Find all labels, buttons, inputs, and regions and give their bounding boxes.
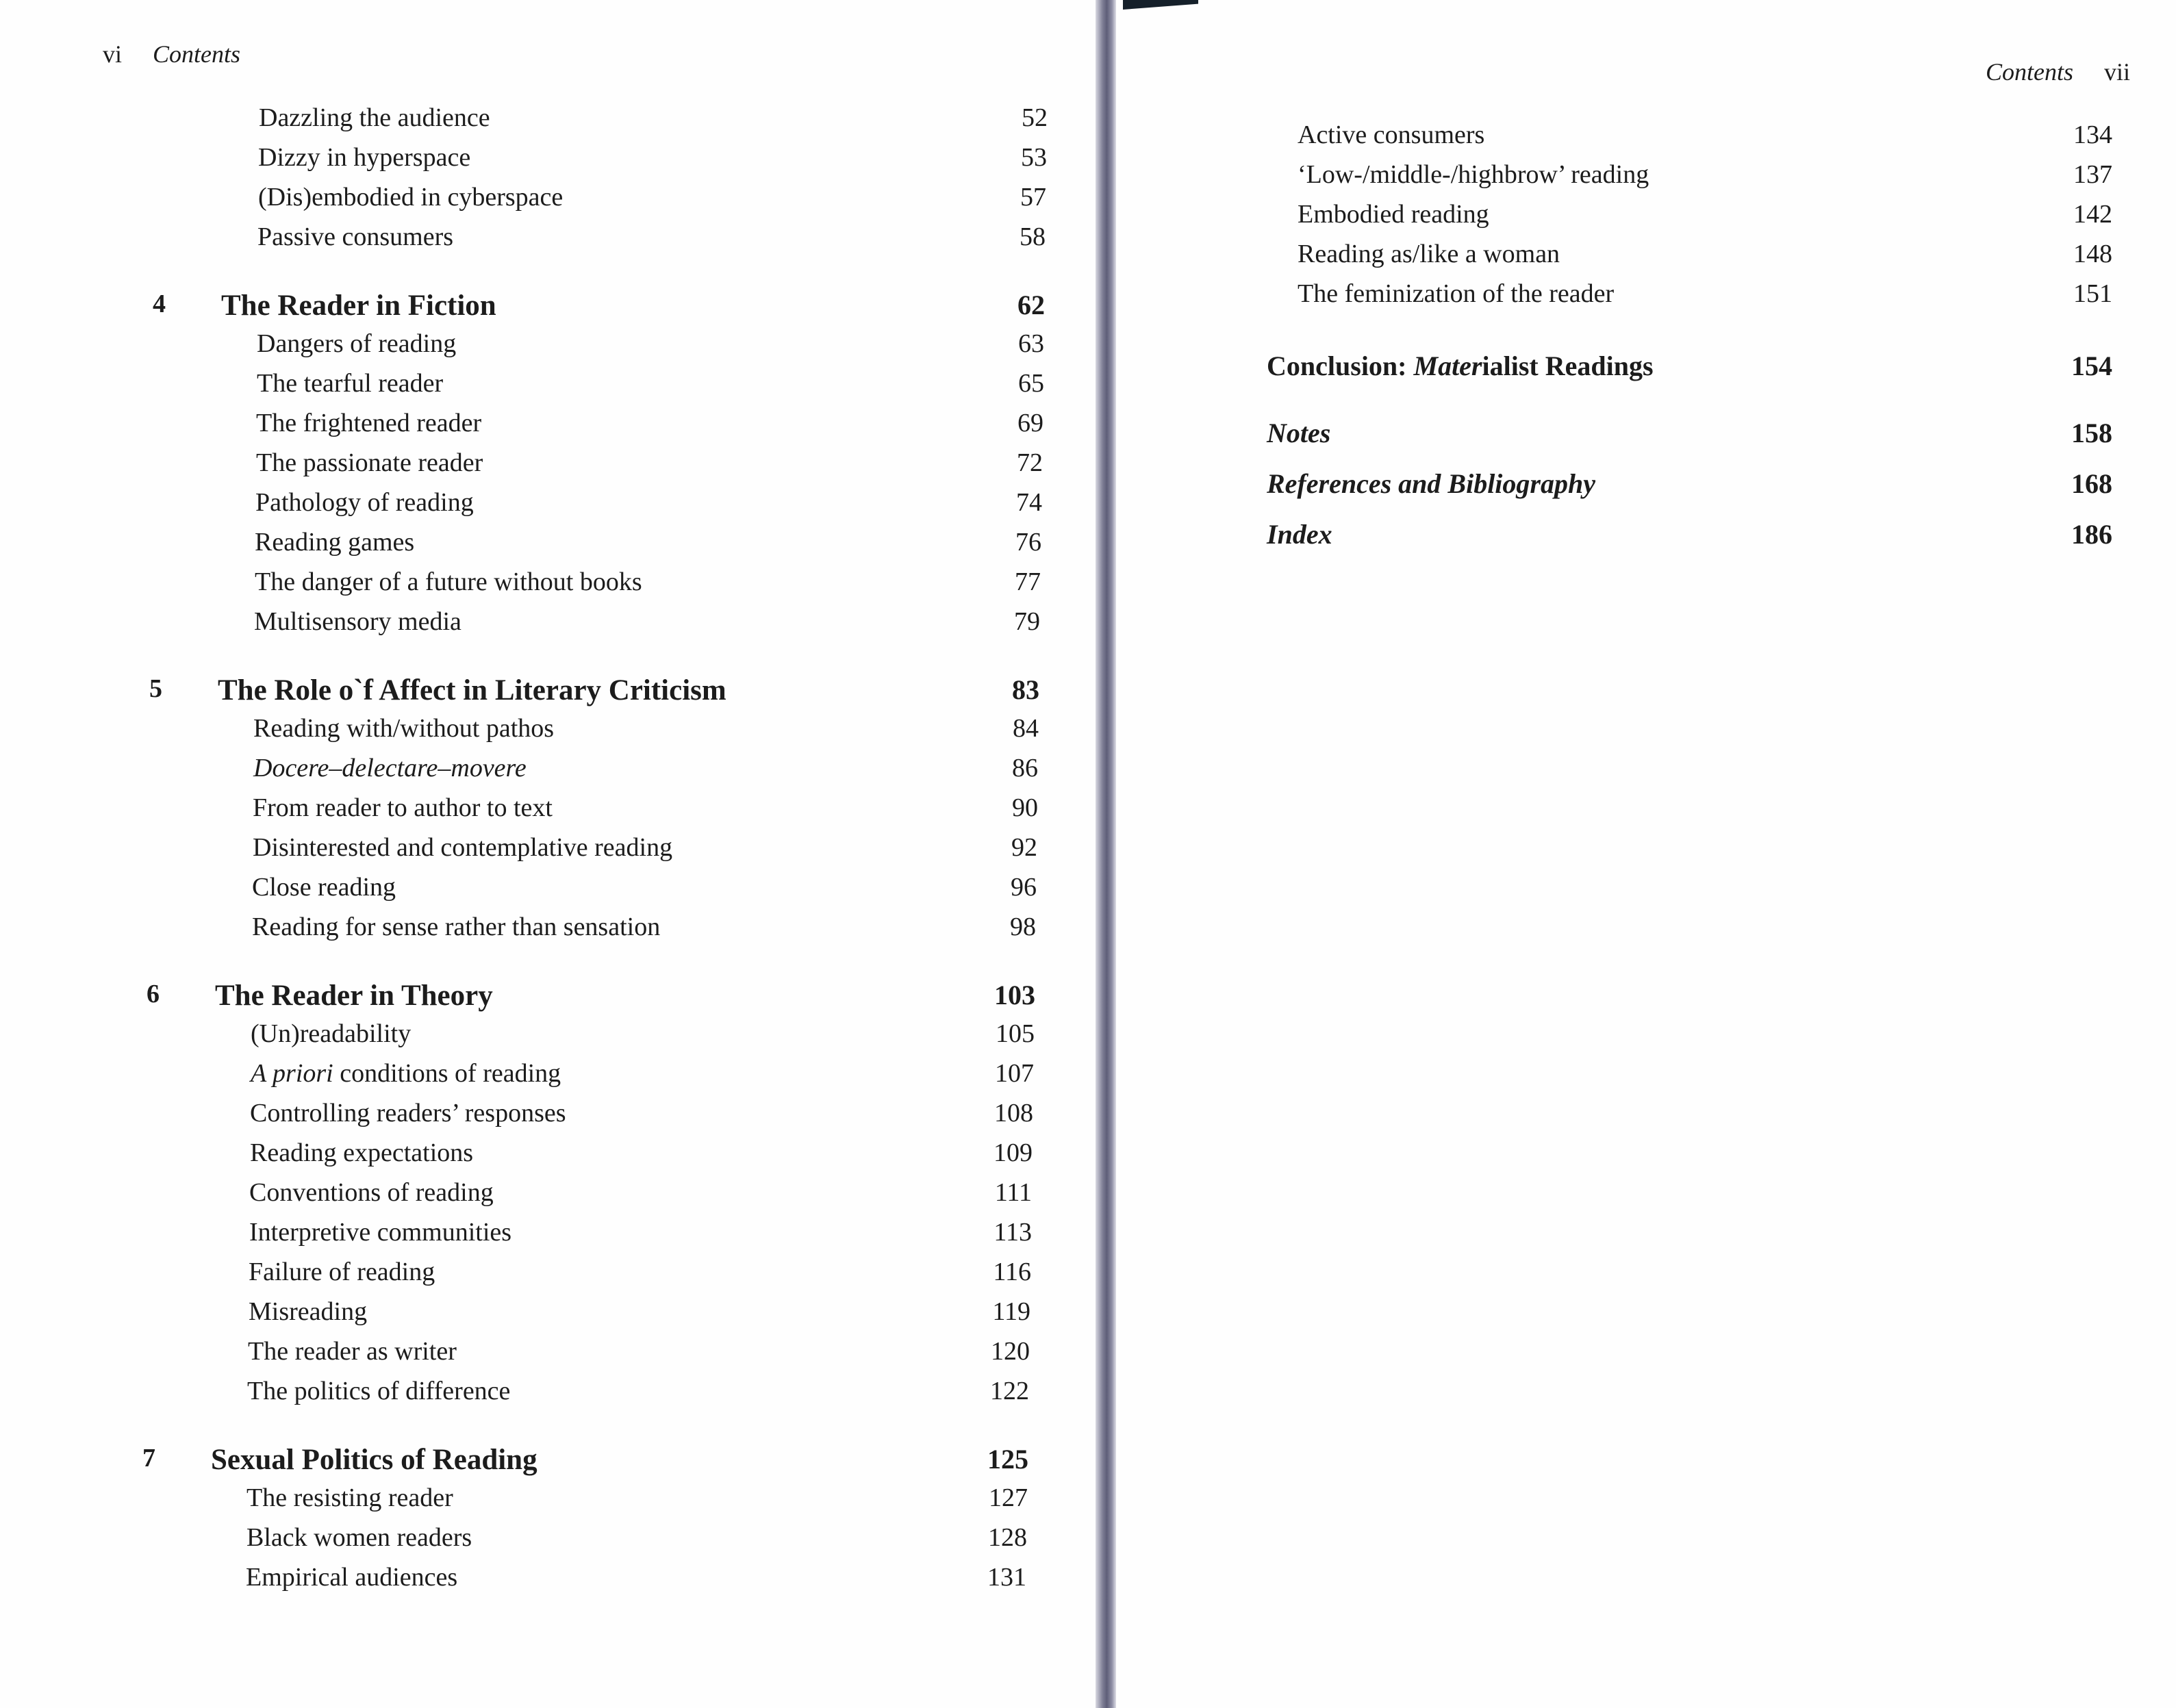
- toc-entry[interactable]: [0, 1336, 1096, 1376]
- toc-entry[interactable]: [0, 832, 1096, 872]
- right-running-title: Contents: [1986, 58, 2074, 86]
- left-toc-list: [0, 103, 1096, 1602]
- toc-chapter-title: The Reader in Theory: [215, 980, 493, 1012]
- toc-entry-page: 107: [995, 1059, 1034, 1088]
- toc-entry-page: 63: [1018, 329, 1044, 358]
- toc-entry-page: 128: [988, 1523, 1027, 1552]
- toc-entry[interactable]: [0, 1522, 1096, 1562]
- toc-entry-page: 113: [994, 1218, 1032, 1247]
- toc-entry[interactable]: [0, 567, 1096, 607]
- toc-entry-title: Embodied reading: [1298, 200, 1489, 229]
- toc-chapter-title: The Reader in Fiction: [221, 290, 496, 322]
- toc-entry[interactable]: [0, 1376, 1096, 1416]
- toc-entry-title: Docere–delectare–movere: [253, 754, 527, 782]
- toc-entry-title-italic: A priori: [251, 1059, 333, 1088]
- toc-chapter[interactable]: [0, 979, 1096, 1019]
- left-running-title: Contents: [153, 40, 241, 68]
- toc-entry-title: Reading with/without pathos: [253, 714, 555, 743]
- toc-conclusion[interactable]: [1082, 350, 2145, 390]
- toc-entry-page: 109: [994, 1138, 1033, 1167]
- toc-entry-page: 131: [987, 1563, 1026, 1592]
- toc-entry-page: 125: [987, 1444, 1028, 1475]
- toc-chapter-title: Sexual Politics of Reading: [211, 1444, 537, 1476]
- toc-chapter[interactable]: [0, 289, 1096, 329]
- toc-entry-page: 65: [1018, 369, 1044, 398]
- toc-entry-page: 116: [993, 1258, 1031, 1286]
- toc-back-title: References and Bibliography: [1267, 468, 1595, 499]
- toc-entry-title: Pathology of reading: [255, 488, 474, 517]
- toc-chapter[interactable]: [0, 1443, 1096, 1483]
- toc-entry-title: Controlling readers’ responses: [250, 1099, 566, 1127]
- toc-entry-title: Reading games: [255, 528, 415, 557]
- toc-entry[interactable]: [0, 1297, 1096, 1336]
- toc-entry[interactable]: [0, 1483, 1096, 1522]
- toc-entry-title: Reading for sense rather than sensation: [252, 913, 661, 941]
- toc-chapter-number: 6: [147, 980, 160, 1008]
- toc-entry[interactable]: [0, 1217, 1096, 1257]
- toc-entry-page: 86: [1012, 754, 1038, 782]
- toc-entry-page: 79: [1014, 607, 1040, 636]
- toc-back-page: 186: [2071, 519, 2112, 550]
- toc-entry-title: The politics of difference: [247, 1377, 511, 1405]
- toc-entry-page: 90: [1012, 793, 1038, 822]
- toc-entry-title: (Un)readability: [251, 1019, 412, 1048]
- toc-entry-title: Dizzy in hyperspace: [258, 143, 471, 172]
- toc-chapter-number: 4: [153, 290, 166, 318]
- toc-chapter-number: 7: [142, 1444, 155, 1473]
- toc-entry-page: 122: [990, 1377, 1029, 1405]
- toc-entry-title: Dazzling the audience: [259, 103, 490, 132]
- toc-chapter-number: 5: [149, 674, 162, 703]
- toc-entry-page: 134: [2073, 120, 2112, 149]
- toc-entry[interactable]: [0, 753, 1096, 793]
- toc-entry-title: Black women readers: [246, 1523, 472, 1552]
- toc-entry-page: 77: [1015, 568, 1041, 596]
- toc-entry-title: The reader as writer: [248, 1337, 457, 1366]
- toc-entry-page: 137: [2073, 160, 2112, 189]
- toc-entry[interactable]: [0, 1058, 1096, 1098]
- toc-entry[interactable]: [1113, 120, 2176, 160]
- toc-entry[interactable]: [0, 872, 1096, 912]
- right-folio: vii: [2104, 58, 2131, 86]
- toc-entry[interactable]: [0, 182, 1096, 222]
- toc-entry[interactable]: [0, 487, 1096, 527]
- toc-entry-page: 119: [992, 1297, 1030, 1326]
- toc-entry-title: [251, 1058, 561, 1088]
- toc-entry-page: 103: [994, 980, 1035, 1010]
- toc-entry-title: Close reading: [252, 873, 396, 902]
- toc-entry-page: 98: [1010, 913, 1036, 941]
- toc-back-title: Index: [1267, 519, 1332, 550]
- toc-entry-title: The tearful reader: [257, 369, 444, 398]
- toc-entry[interactable]: [0, 527, 1096, 567]
- toc-entry[interactable]: [1113, 239, 2176, 279]
- toc-entry-title: The passionate reader: [256, 448, 483, 477]
- toc-entry-page: 105: [996, 1019, 1035, 1048]
- toc-entry-title: Active consumers: [1298, 120, 1485, 149]
- toc-entry-title: The frightened reader: [256, 409, 482, 437]
- toc-entry-title: Reading as/like a woman: [1298, 240, 1560, 268]
- toc-entry[interactable]: [0, 1562, 1096, 1602]
- conclusion-prefix: Conclusion:: [1267, 350, 1414, 381]
- toc-entry[interactable]: [0, 1138, 1096, 1177]
- right-toc-list: [1113, 120, 2176, 569]
- toc-entry-page: 127: [989, 1483, 1028, 1512]
- conclusion-italic: Mater: [1413, 350, 1482, 381]
- toc-entry[interactable]: [0, 793, 1096, 832]
- left-running-head: [103, 40, 240, 68]
- toc-entry[interactable]: [0, 912, 1096, 952]
- toc-entry[interactable]: [0, 1257, 1096, 1297]
- toc-conclusion-title: [1267, 350, 1654, 382]
- toc-entry-page: 57: [1020, 183, 1046, 212]
- toc-entry-page: 62: [1017, 290, 1045, 320]
- toc-entry[interactable]: [1113, 279, 2176, 318]
- toc-entry-page: 111: [994, 1178, 1032, 1207]
- toc-entry-page: 74: [1016, 488, 1042, 517]
- toc-entry-page: 92: [1011, 833, 1037, 862]
- toc-entry-title: (Dis)embodied in cyberspace: [258, 183, 564, 212]
- toc-entry-page: 148: [2073, 240, 2112, 268]
- toc-entry-title: Conventions of reading: [249, 1178, 494, 1207]
- toc-entry-page: 83: [1012, 674, 1039, 705]
- toc-entry[interactable]: [0, 1098, 1096, 1138]
- toc-entry-page: 120: [991, 1337, 1030, 1366]
- toc-entry[interactable]: [0, 1177, 1096, 1217]
- toc-index[interactable]: [1082, 518, 2145, 569]
- toc-entry-title-rest: conditions of reading: [333, 1059, 561, 1088]
- toc-conclusion-page: 154: [2071, 350, 2112, 381]
- toc-entry-title: From reader to author to text: [253, 793, 553, 822]
- toc-entry-title: Passive consumers: [257, 222, 454, 251]
- toc-entry[interactable]: [0, 368, 1096, 408]
- toc-back-page: 168: [2071, 468, 2112, 499]
- toc-entry-title: Multisensory media: [254, 607, 461, 636]
- toc-entry-title: Interpretive communities: [249, 1218, 512, 1247]
- toc-entry-page: 76: [1015, 528, 1041, 557]
- toc-entry-title: The resisting reader: [246, 1483, 453, 1512]
- toc-entry-title: Reading expectations: [250, 1138, 474, 1167]
- toc-entry[interactable]: [0, 222, 1096, 262]
- toc-entry-page: 69: [1017, 409, 1043, 437]
- toc-entry[interactable]: [0, 142, 1096, 182]
- toc-entry-title: Disinterested and contemplative reading: [253, 833, 673, 862]
- toc-entry[interactable]: [0, 329, 1096, 368]
- right-running-head: [1986, 58, 2130, 86]
- toc-back-page: 158: [2071, 418, 2112, 448]
- toc-entry[interactable]: [0, 103, 1096, 142]
- toc-entry[interactable]: [0, 607, 1096, 646]
- toc-entry[interactable]: [0, 408, 1096, 448]
- toc-entry-page: 84: [1013, 714, 1039, 743]
- toc-entry-title: The feminization of the reader: [1298, 279, 1615, 308]
- toc-entry-title: Dangers of reading: [257, 329, 457, 358]
- toc-entry[interactable]: [1113, 160, 2176, 199]
- toc-entry[interactable]: [1113, 199, 2176, 239]
- toc-entry-page: 142: [2073, 200, 2112, 229]
- left-folio: vi: [103, 40, 123, 68]
- toc-entry-page: 52: [1022, 103, 1048, 132]
- toc-entry-page: 151: [2073, 279, 2112, 308]
- toc-gap: [1113, 390, 2176, 417]
- toc-chapter-title: The Role o`f Affect in Literary Criticism: [218, 674, 726, 706]
- toc-back-title: Notes: [1267, 418, 1331, 448]
- toc-entry[interactable]: [0, 713, 1096, 753]
- toc-entry-title: Misreading: [249, 1297, 368, 1326]
- toc-notes[interactable]: [1082, 417, 2145, 468]
- conclusion-suffix: ialist Readings: [1482, 350, 1654, 381]
- toc-entry-title: The danger of a future without books: [255, 568, 642, 596]
- toc-entry[interactable]: [0, 448, 1096, 487]
- toc-entry-page: 53: [1021, 143, 1047, 172]
- toc-gap: [1113, 318, 2176, 350]
- toc-chapter[interactable]: [0, 674, 1096, 713]
- toc-entry-page: 72: [1017, 448, 1043, 477]
- toc-entry-page: 58: [1020, 222, 1046, 251]
- toc-entry-title: ‘Low-/middle-/highbrow’ reading: [1298, 160, 1649, 189]
- toc-entry-title: Failure of reading: [249, 1258, 435, 1286]
- toc-entry[interactable]: [0, 1019, 1096, 1058]
- toc-entry-page: 96: [1011, 873, 1037, 902]
- toc-entry-title: Empirical audiences: [246, 1563, 458, 1592]
- toc-references[interactable]: [1082, 468, 2145, 518]
- toc-entry-page: 108: [994, 1099, 1033, 1127]
